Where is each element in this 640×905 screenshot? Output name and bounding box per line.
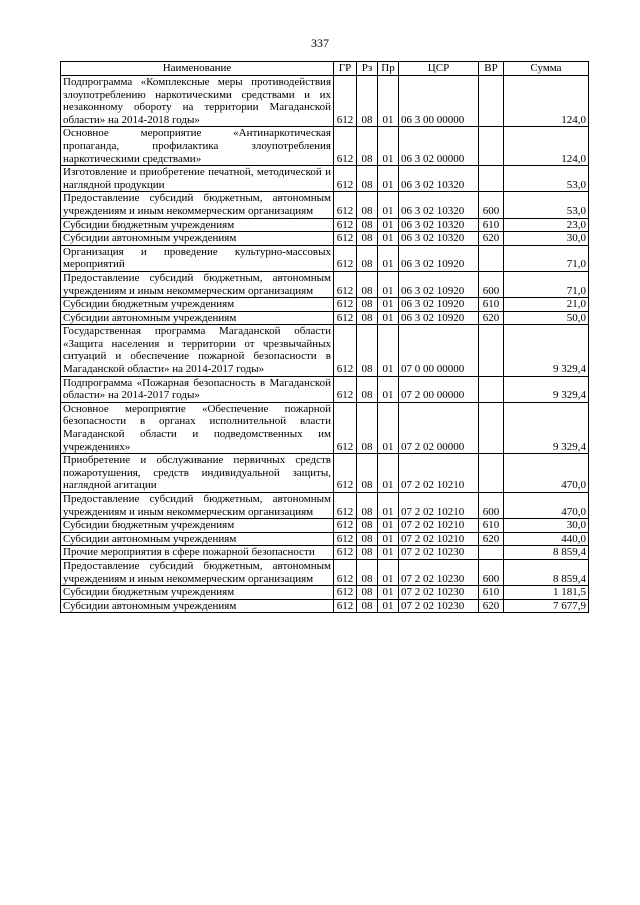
cell-name: Субсидии бюджетным учреждениям [61,586,334,600]
cell-gr: 612 [334,559,357,585]
cell-csr: 06 3 02 10920 [399,271,479,297]
cell-sum: 30,0 [504,519,589,533]
cell-rz: 08 [357,76,378,127]
cell-gr: 612 [334,166,357,192]
cell-gr: 612 [334,599,357,613]
cell-sum: 21,0 [504,298,589,312]
table-row [61,76,589,127]
cell-pr: 01 [378,298,399,312]
cell-name: Субсидии бюджетным учреждениям [61,519,334,533]
table-row [61,532,589,546]
cell-pr: 01 [378,376,399,402]
cell-name: Субсидии автономным учреждениям [61,599,334,613]
cell-csr: 06 3 02 10320 [399,218,479,232]
column-header-sum: Сумма [504,62,589,76]
cell-csr: 06 3 02 10320 [399,166,479,192]
cell-name: Организация и проведение культурно-массовых мероприятий [61,245,334,271]
column-header-vr: ВР [479,62,504,76]
cell-gr: 612 [334,271,357,297]
table-row [61,586,589,600]
cell-pr: 01 [378,166,399,192]
cell-gr: 612 [334,493,357,519]
cell-name: Субсидии автономным учреждениям [61,311,334,325]
cell-vr [479,402,504,453]
cell-name: Предоставление субсидий бюджетным, автономным учреждениям и иным некоммерческим организациям [61,493,334,519]
cell-name: Предоставление субсидий бюджетным, автономным учреждениям и иным некоммерческим организациям [61,559,334,585]
cell-pr: 01 [378,311,399,325]
cell-rz: 08 [357,599,378,613]
cell-vr: 620 [479,311,504,325]
cell-vr: 610 [479,586,504,600]
cell-name: Субсидии бюджетным учреждениям [61,218,334,232]
cell-sum: 30,0 [504,232,589,246]
cell-pr: 01 [378,127,399,166]
cell-name: Подпрограмма «Комплексные меры противодействия злоупотреблению наркотическими средствами и их незаконному обороту на территории Магаданской области» на 2014-2018 годы» [61,76,334,127]
cell-name: Субсидии автономным учреждениям [61,232,334,246]
cell-vr: 600 [479,192,504,218]
table-row [61,599,589,613]
column-header-pr: Пр [378,62,399,76]
budget-table [60,61,589,613]
cell-vr [479,325,504,376]
cell-vr: 600 [479,559,504,585]
cell-csr: 07 2 02 10210 [399,532,479,546]
cell-gr: 612 [334,76,357,127]
table-row [61,546,589,560]
cell-gr: 612 [334,532,357,546]
cell-vr [479,76,504,127]
cell-rz: 08 [357,311,378,325]
table-row [61,402,589,453]
cell-pr: 01 [378,454,399,493]
cell-pr: 01 [378,245,399,271]
cell-gr: 612 [334,376,357,402]
cell-sum: 7 677,9 [504,599,589,613]
column-header-rz: Рз [357,62,378,76]
cell-csr: 07 2 02 10230 [399,559,479,585]
cell-sum: 8 859,4 [504,546,589,560]
cell-vr: 600 [479,493,504,519]
cell-pr: 01 [378,325,399,376]
cell-vr: 620 [479,599,504,613]
column-header-gr: ГР [334,62,357,76]
cell-pr: 01 [378,271,399,297]
cell-name: Подпрограмма «Пожарная безопасность в Магаданской области» на 2014-2017 годы» [61,376,334,402]
cell-sum: 71,0 [504,271,589,297]
cell-sum: 23,0 [504,218,589,232]
cell-vr [479,127,504,166]
cell-sum: 124,0 [504,76,589,127]
cell-rz: 08 [357,546,378,560]
cell-vr: 610 [479,298,504,312]
table-row [61,311,589,325]
cell-gr: 612 [334,454,357,493]
cell-pr: 01 [378,546,399,560]
cell-csr: 07 2 00 00000 [399,376,479,402]
table-row [61,493,589,519]
cell-name: Предоставление субсидий бюджетным, автономным учреждениям и иным некоммерческим организациям [61,271,334,297]
cell-name: Субсидии бюджетным учреждениям [61,298,334,312]
cell-rz: 08 [357,586,378,600]
cell-sum: 124,0 [504,127,589,166]
cell-pr: 01 [378,493,399,519]
cell-name: Субсидии автономным учреждениям [61,532,334,546]
cell-rz: 08 [357,532,378,546]
cell-name: Основное мероприятие «Обеспечение пожарной безопасности в органах исполнительной власти Магаданской области и подведомственных им учреждениях» [61,402,334,453]
table-row [61,298,589,312]
cell-vr [479,376,504,402]
header-row [61,62,589,76]
table-row [61,271,589,297]
cell-gr: 612 [334,232,357,246]
cell-gr: 612 [334,325,357,376]
cell-csr: 06 3 02 10920 [399,311,479,325]
cell-rz: 08 [357,127,378,166]
cell-sum: 9 329,4 [504,402,589,453]
cell-sum: 53,0 [504,192,589,218]
column-header-name: Наименование [61,62,334,76]
cell-pr: 01 [378,402,399,453]
cell-pr: 01 [378,232,399,246]
column-header-csr: ЦСР [399,62,479,76]
cell-pr: 01 [378,559,399,585]
cell-name: Приобретение и обслуживание первичных средств пожаротушения, средств индивидуальной защиты, наглядной агитации [61,454,334,493]
cell-vr: 610 [479,218,504,232]
cell-vr: 610 [479,519,504,533]
table-row [61,166,589,192]
cell-name: Предоставление субсидий бюджетным, автономным учреждениям и иным некоммерческим организациям [61,192,334,218]
cell-vr [479,546,504,560]
cell-gr: 612 [334,127,357,166]
cell-sum: 8 859,4 [504,559,589,585]
cell-gr: 612 [334,586,357,600]
cell-gr: 612 [334,192,357,218]
cell-rz: 08 [357,245,378,271]
cell-sum: 470,0 [504,454,589,493]
table-row [61,376,589,402]
cell-csr: 06 3 02 00000 [399,127,479,166]
cell-rz: 08 [357,232,378,246]
cell-sum: 53,0 [504,166,589,192]
cell-sum: 1 181,5 [504,586,589,600]
cell-csr: 07 2 02 10210 [399,519,479,533]
cell-name: Изготовление и приобретение печатной, методической и наглядной продукции [61,166,334,192]
cell-gr: 612 [334,546,357,560]
cell-csr: 07 2 02 10230 [399,586,479,600]
cell-sum: 50,0 [504,311,589,325]
cell-csr: 07 2 02 10210 [399,493,479,519]
cell-vr [479,245,504,271]
cell-gr: 612 [334,298,357,312]
cell-gr: 612 [334,311,357,325]
table-row [61,218,589,232]
cell-vr [479,166,504,192]
cell-rz: 08 [357,454,378,493]
cell-rz: 08 [357,271,378,297]
table-row [61,454,589,493]
cell-pr: 01 [378,532,399,546]
cell-gr: 612 [334,519,357,533]
table-row [61,232,589,246]
cell-csr: 06 3 02 10920 [399,298,479,312]
cell-pr: 01 [378,519,399,533]
cell-rz: 08 [357,192,378,218]
cell-csr: 07 2 02 00000 [399,402,479,453]
cell-rz: 08 [357,166,378,192]
table-row [61,245,589,271]
cell-csr: 07 2 02 10230 [399,546,479,560]
cell-pr: 01 [378,586,399,600]
cell-sum: 9 329,4 [504,376,589,402]
cell-csr: 07 2 02 10230 [399,599,479,613]
cell-csr: 07 0 00 00000 [399,325,479,376]
cell-name: Государственная программа Магаданской области «Защита населения и территории от чрезвычайных ситуаций и обеспечение пожарной безопасности в Магаданской области» на 2014-2017 годы» [61,325,334,376]
cell-csr: 06 3 00 00000 [399,76,479,127]
cell-vr: 620 [479,532,504,546]
cell-csr: 07 2 02 10210 [399,454,479,493]
table-row [61,127,589,166]
cell-vr [479,454,504,493]
cell-rz: 08 [357,402,378,453]
table-row [61,519,589,533]
cell-csr: 06 3 02 10320 [399,192,479,218]
cell-rz: 08 [357,519,378,533]
table-row [61,325,589,376]
page-number: 337 [311,36,329,50]
cell-rz: 08 [357,376,378,402]
cell-pr: 01 [378,218,399,232]
cell-vr: 600 [479,271,504,297]
cell-rz: 08 [357,559,378,585]
cell-vr: 620 [479,232,504,246]
cell-gr: 612 [334,218,357,232]
cell-csr: 06 3 02 10920 [399,245,479,271]
cell-sum: 440,0 [504,532,589,546]
cell-sum: 470,0 [504,493,589,519]
cell-rz: 08 [357,298,378,312]
cell-rz: 08 [357,218,378,232]
cell-gr: 612 [334,402,357,453]
cell-rz: 08 [357,325,378,376]
cell-pr: 01 [378,192,399,218]
cell-pr: 01 [378,76,399,127]
cell-gr: 612 [334,245,357,271]
cell-name: Прочие мероприятия в сфере пожарной безопасности [61,546,334,560]
table-body [61,76,589,613]
cell-rz: 08 [357,493,378,519]
cell-csr: 06 3 02 10320 [399,232,479,246]
cell-sum: 9 329,4 [504,325,589,376]
cell-name: Основное мероприятие «Антинаркотическая пропаганда, профилактика злоупотребления наркотическими средствами» [61,127,334,166]
table-row [61,192,589,218]
table-row [61,559,589,585]
cell-sum: 71,0 [504,245,589,271]
cell-pr: 01 [378,599,399,613]
